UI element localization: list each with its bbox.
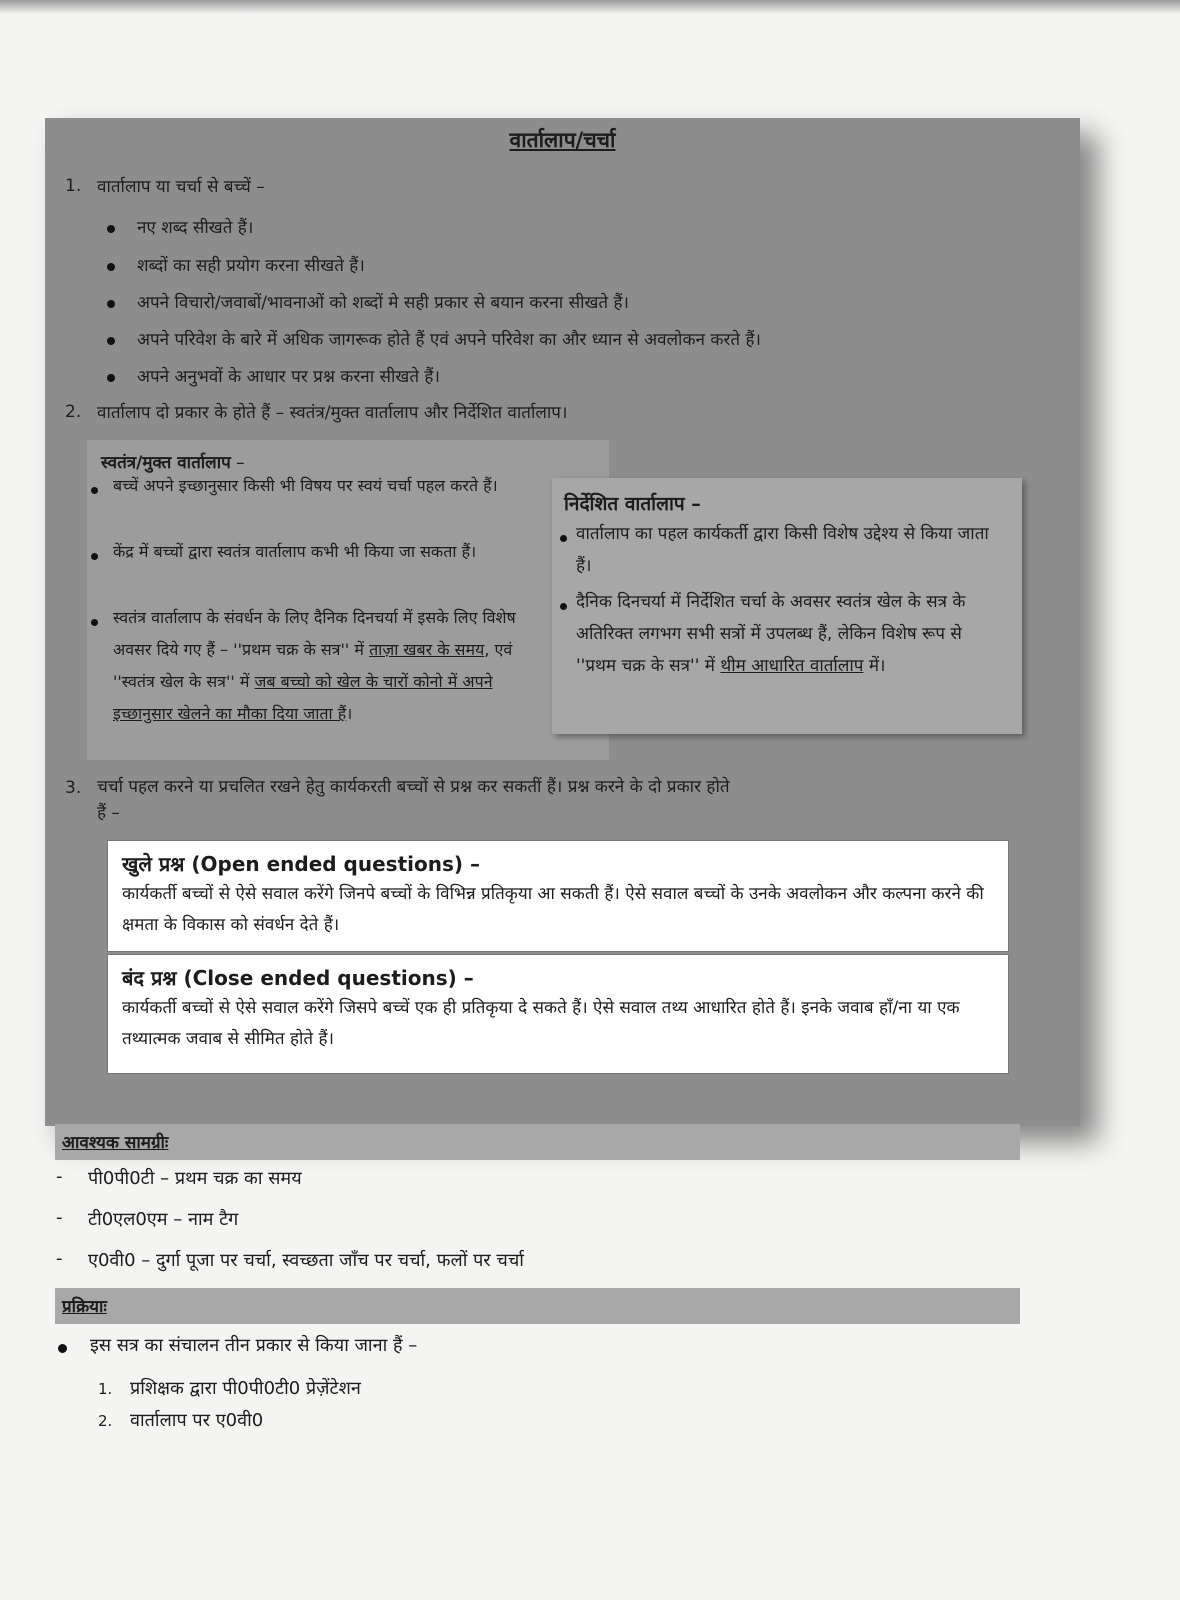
bullet-icon [107, 225, 115, 233]
bullet-icon [107, 337, 115, 345]
bullet-icon [91, 619, 98, 626]
materials-header [55, 1124, 1020, 1160]
close-questions-title: बंद प्रश्न (Close ended questions) – [122, 966, 474, 990]
point-2-number: 2. [65, 402, 82, 422]
bullet-icon [58, 1344, 67, 1353]
materials-item-text: टी0एल0एम – नाम टैग [88, 1209, 239, 1230]
free-talk-bullet-1: बच्चें अपने इच्छानुसार किसी भी विषय पर स्वयं चर्चा पहल करते हैं। [113, 476, 498, 495]
process-step-text: प्रशिक्षक द्वारा पी0पी0टी0 प्रेज़ेंटेशन [130, 1378, 361, 1399]
theme-talk-underlined-text: थीम आधारित वार्तालाप [720, 656, 864, 676]
free-talk-bullet-3-end: । [346, 704, 353, 723]
discussion-panel [45, 118, 1080, 1126]
guided-talk-box [552, 478, 1022, 734]
free-play-underlined-text: जब बच्चो को खेल के चारों कोनो में अपने इच्छानुसार खेलने का मौका दिया जाता हैं [113, 672, 493, 723]
free-talk-bullet-3-text-2: , एवं ''स्वतंत्र खेल के सत्र'' में [113, 640, 513, 691]
point-3-number: 3. [65, 778, 82, 798]
open-questions-body: कार्यकर्ती बच्चों से ऐसे सवाल करेंगे जिनपे बच्चों के विभिन्न प्रतिकृया आ सकती हैं। ऐसे सवाल बच्चों के उनके अवलोकन और कल्पना करने की क्षमता के विकास को संवर्धन देते हैं। [122, 884, 984, 935]
bullet-icon [107, 300, 115, 308]
guided-talk-bullet-2-text: दैनिक दिनचर्या में निर्देशित चर्चा के अवसर स्वतंत्र खेल के सत्र के अतिरिक्त लगभग सभी सत्रों में उपलब्ध हैं, लेकिन विशेष रूप से ''प्रथम चक्र के सत्र'' में [576, 592, 966, 676]
bullet-icon [91, 553, 98, 560]
process-heading: प्रक्रियाः [62, 1297, 107, 1317]
fresh-news-link-text: ताज़ा खबर के समय [369, 640, 485, 659]
point-3-line-2: हैं – [97, 803, 120, 823]
scan-edge [0, 0, 1180, 14]
close-questions-box [107, 954, 1009, 1074]
point-1-bullet: अपने अनुभवों के आधार पर प्रश्न करना सीखते हैं। [137, 367, 440, 387]
free-talk-bullet-3 [113, 602, 543, 730]
dash-marker: - [56, 1248, 63, 1269]
process-bullet: इस सत्र का संचालन तीन प्रकार से किया जाना हैं – [90, 1335, 418, 1356]
dash-marker: - [56, 1207, 63, 1228]
point-1-text: वार्तालाप या चर्चा से बच्चें – [97, 177, 265, 197]
process-header [55, 1288, 1020, 1324]
page-title: वार्तालाप/चर्चा [509, 128, 616, 152]
point-2-text: वार्तालाप दो प्रकार के होते हैं – स्वतंत्र/मुक्त वार्तालाप और निर्देशित वार्तालाप। [97, 403, 568, 423]
guided-talk-bullet-1: वार्तालाप का पहल कार्यकर्ती द्वारा किसी विशेष उद्देश्य से किया जाता हैं। [576, 524, 989, 576]
bullet-icon [107, 374, 115, 382]
process-step-number: 1. [98, 1380, 113, 1398]
point-1-bullet: अपने विचारो/जवाबों/भावनाओं को शब्दों मे सही प्रकार से बयान करना सीखते हैं। [137, 293, 629, 313]
point-1-bullet: नए शब्द सीखते हैं। [137, 218, 254, 238]
point-1-bullet: शब्दों का सही प्रयोग करना सीखते हैं। [137, 256, 365, 276]
dash-marker: - [56, 1166, 63, 1187]
guided-talk-heading: निर्देशित वार्तालाप – [564, 493, 701, 515]
guided-talk-bullet-2 [576, 586, 1006, 682]
bullet-icon [560, 603, 567, 610]
materials-item-text: पी0पी0टी – प्रथम चक्र का समय [88, 1168, 302, 1189]
process-step-number: 2. [98, 1412, 113, 1430]
materials-heading: आवश्यक सामग्रीः [62, 1133, 169, 1153]
open-questions-box [107, 840, 1009, 952]
open-questions-title: खुले प्रश्न (Open ended questions) – [122, 852, 480, 876]
close-questions-body: कार्यकर्ती बच्चों से ऐसे सवाल करेंगे जिसपे बच्चें एक ही प्रतिकृया दे सकते हैं। ऐसे सवाल तथ्य आधारित होते हैं। इनके जवाब हाँ/ना या एक तथ्यात्मक जवाब से सीमित होते हैं। [122, 998, 960, 1049]
point-1-bullet: अपने परिवेश के बारे में अधिक जागरूक होते हैं एवं अपने परिवेश का और ध्यान से अवलोकन करते हैं। [137, 330, 761, 350]
process-step-text: वार्तालाप पर ए0वी0 [130, 1410, 264, 1431]
bullet-icon [107, 263, 115, 271]
guided-talk-bullet-2-end: में। [863, 656, 886, 676]
free-talk-heading-text: स्वतंत्र/मुक्त वार्तालाप [101, 453, 231, 473]
point-3-line-1: चर्चा पहल करने या प्रचलित रखने हेतु कार्यकरती बच्चों से प्रश्न कर सकतीं हैं। प्रश्न करने के दो प्रकार होते [97, 777, 730, 797]
free-talk-heading-dash: – [230, 453, 245, 473]
free-talk-bullet-2: केंद्र में बच्चों द्वारा स्वतंत्र वार्तालाप कभी भी किया जा सकता हैं। [113, 542, 477, 561]
free-talk-bullet-3-text: स्वतंत्र वार्तालाप के संवर्धन के लिए दैनिक दिनचर्या में इसके लिए विशेष अवसर दिये गए हैं – ''प्रथम चक्र के सत्र'' में [113, 608, 516, 659]
materials-item-text: ए0वी0 – दुर्गा पूजा पर चर्चा, स्वच्छता जाँच पर चर्चा, फलों पर चर्चा [88, 1250, 524, 1271]
bullet-icon [560, 535, 567, 542]
bullet-icon [91, 487, 98, 494]
free-talk-box [87, 440, 609, 760]
point-1-number: 1. [65, 176, 82, 196]
